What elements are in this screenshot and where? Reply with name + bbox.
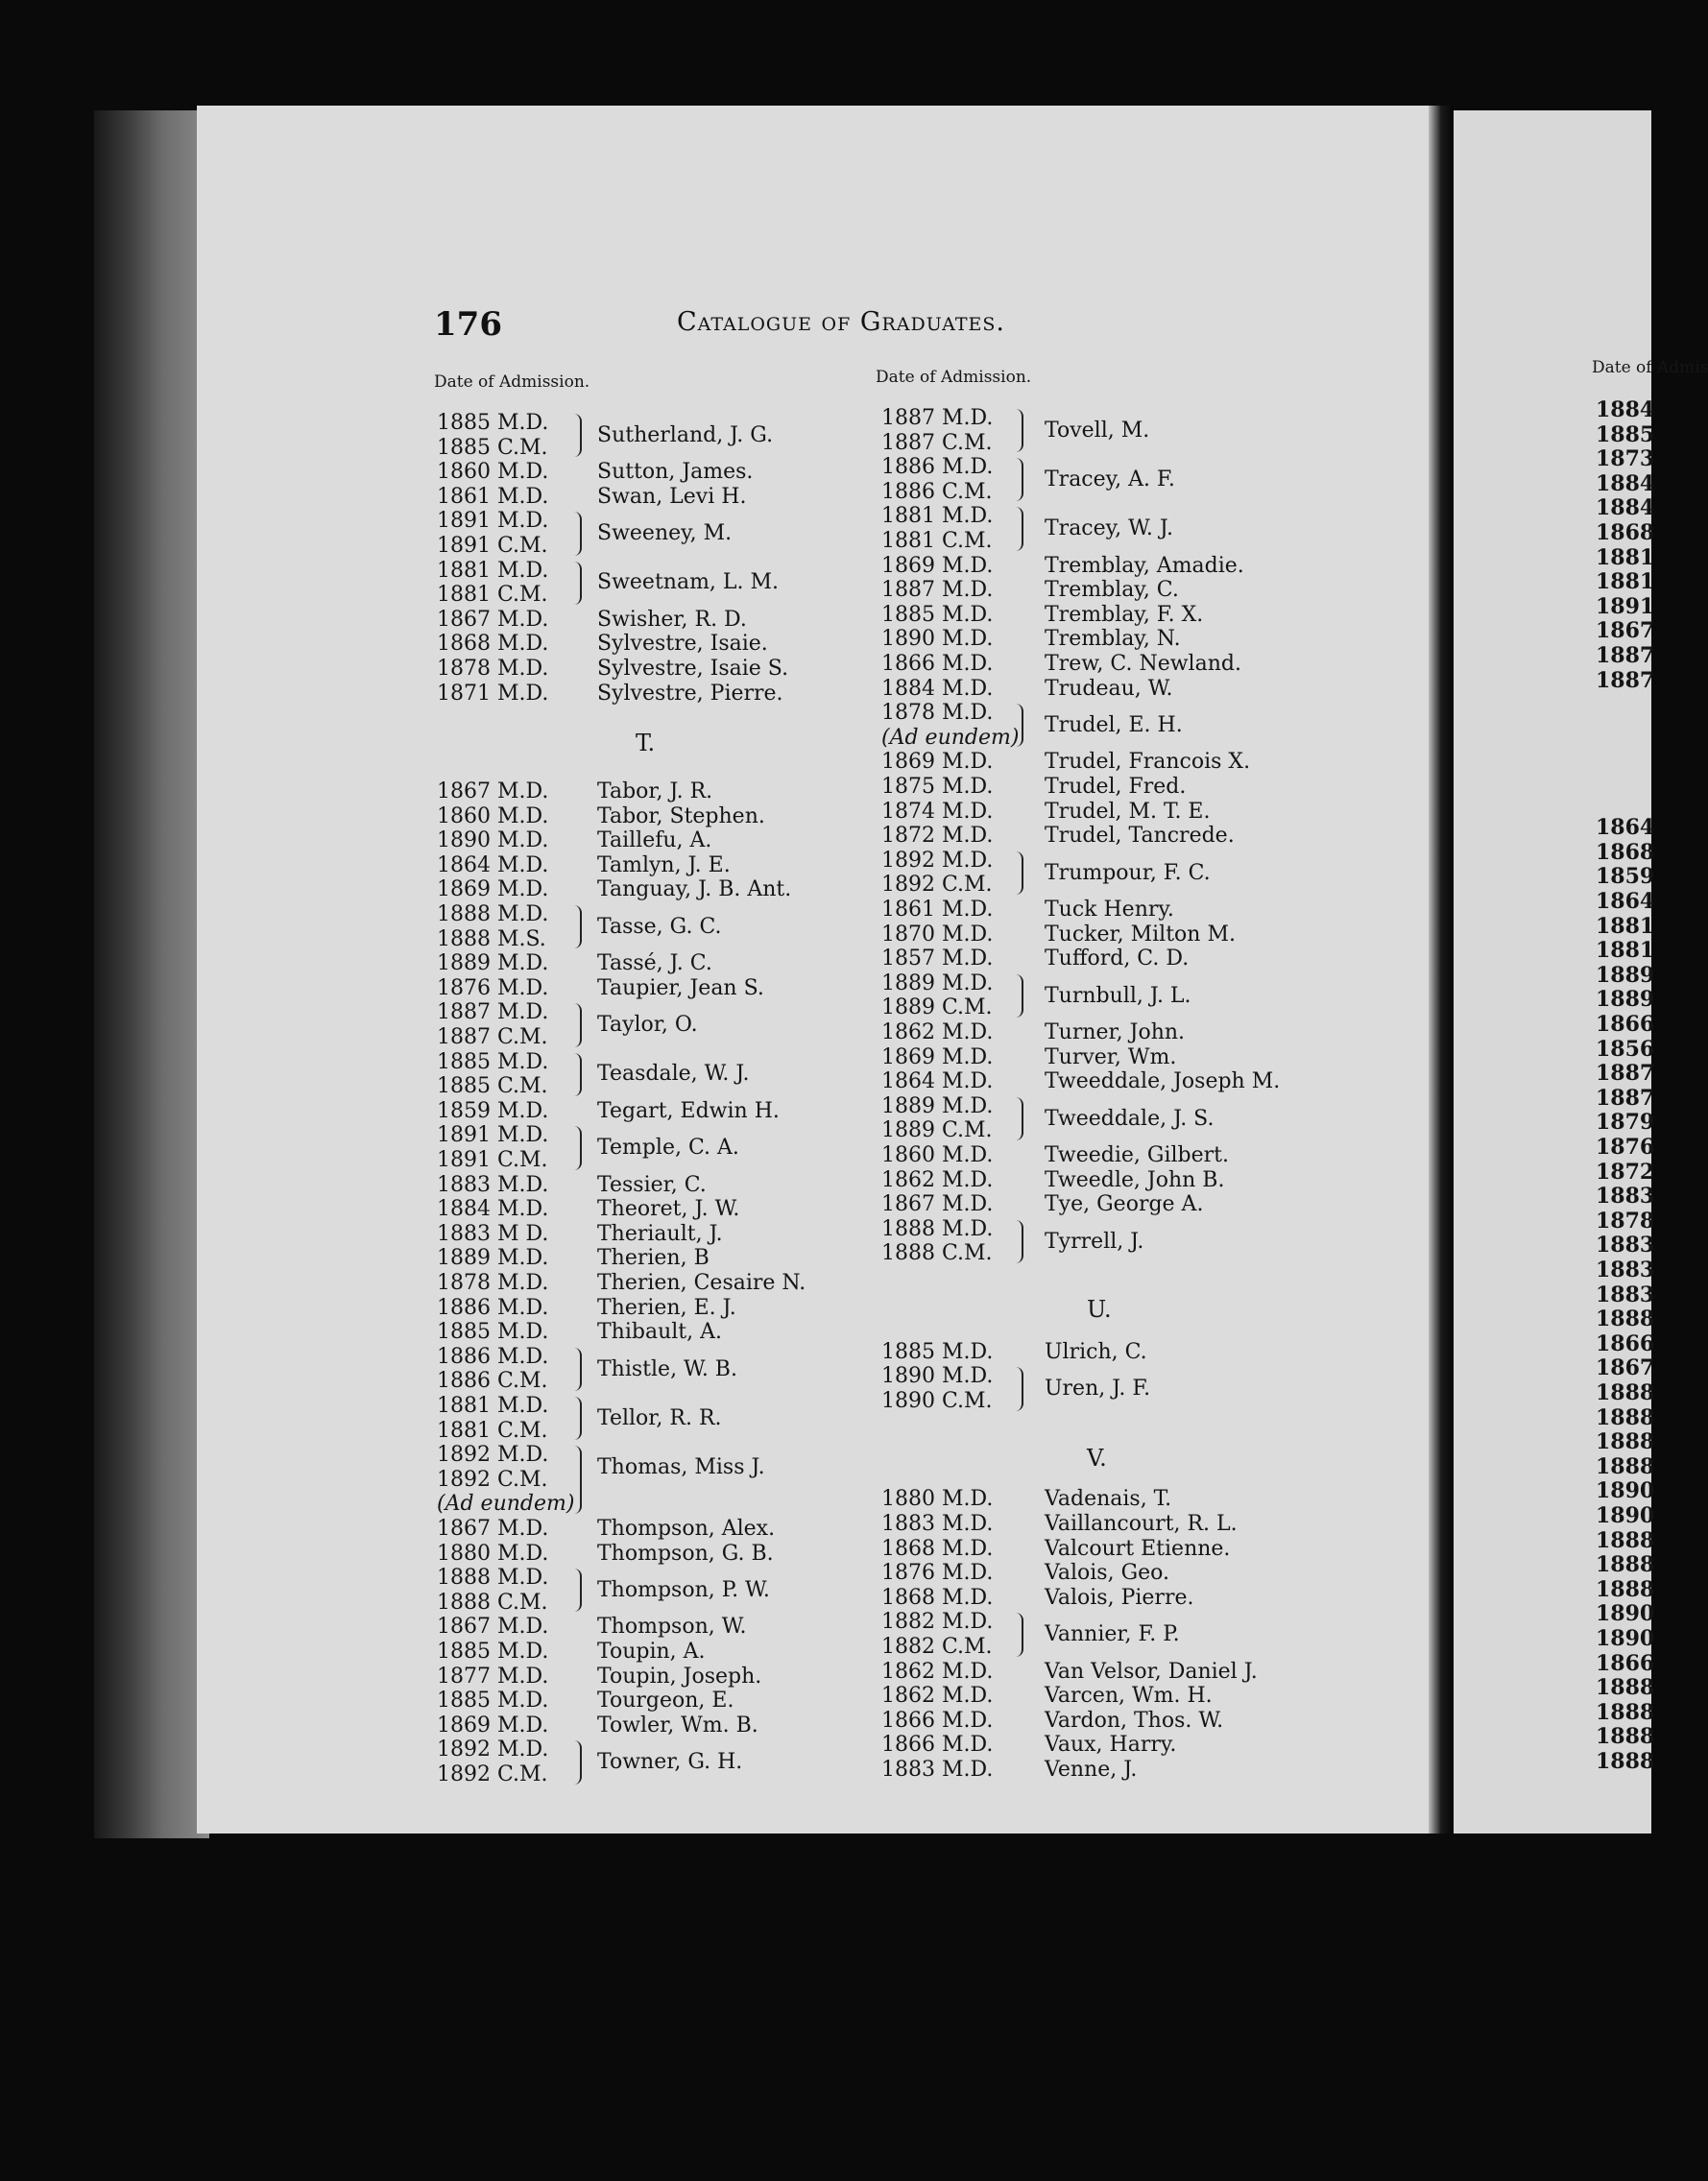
admission-date: 1889 M.D. xyxy=(881,1093,994,1118)
admission-date: 1886 M.D. xyxy=(437,1344,549,1369)
facing-page-year: 1887 xyxy=(1596,643,1655,668)
facing-page-year: 1888 xyxy=(1596,1527,1655,1553)
grouping-brace xyxy=(1016,1613,1023,1656)
facing-page-year: 1879 xyxy=(1596,1110,1655,1136)
admission-date: 1869 M.D. xyxy=(437,1713,549,1738)
facing-page-year: 1888 xyxy=(1596,1404,1655,1430)
graduate-name: Tellor, R. R. xyxy=(597,1405,722,1430)
admission-date: 1886 C.M. xyxy=(881,479,993,504)
admission-date: 1883 M.D. xyxy=(437,1172,549,1197)
facing-page-year: 1890 xyxy=(1596,1601,1655,1627)
graduate-name: Tremblay, Amadie. xyxy=(1045,553,1244,578)
admission-date: 1888 M.D. xyxy=(881,1216,994,1241)
admission-date: 1885 C.M. xyxy=(437,435,548,460)
right-column-header: Date of Admission. xyxy=(876,368,1032,387)
admission-date: 1890 M.D. xyxy=(881,1364,994,1389)
facing-page-year: 1888 xyxy=(1596,1380,1655,1405)
admission-date: 1891 C.M. xyxy=(437,1148,548,1172)
graduate-name: Thistle, W. B. xyxy=(597,1356,737,1381)
graduate-name: Thompson, Alex. xyxy=(597,1517,776,1541)
admission-date: 1885 M.D. xyxy=(437,1320,549,1345)
graduate-name: Valcourt Etienne. xyxy=(1045,1536,1231,1561)
facing-page-year: 1872 xyxy=(1596,1159,1655,1185)
facing-page-year: 1883 xyxy=(1596,1184,1655,1210)
admission-date: 1886 M.D. xyxy=(881,455,994,480)
graduate-name: Trudeau, W. xyxy=(1045,676,1173,701)
graduate-name: Tabor, J. R. xyxy=(597,779,713,803)
grouping-brace xyxy=(574,1126,582,1169)
admission-date: 1882 M.D. xyxy=(881,1610,994,1635)
admission-date: 1878 M.D. xyxy=(437,657,549,681)
graduate-name: Ulrich, C. xyxy=(1045,1339,1147,1364)
admission-date: 1888 C.M. xyxy=(437,1590,548,1615)
facing-page-year: 1867 xyxy=(1596,618,1655,644)
graduate-name: Theriault, J. xyxy=(597,1221,723,1246)
graduate-name: Therien, B xyxy=(597,1246,710,1271)
graduate-name: Toupin, Joseph. xyxy=(597,1664,762,1689)
graduate-name: Tegart, Edwin H. xyxy=(597,1098,780,1123)
graduate-name: Tweeddale, J. S. xyxy=(1045,1106,1215,1131)
admission-date: 1892 M.D. xyxy=(437,1443,549,1468)
facing-page-year: 1890 xyxy=(1596,1478,1655,1504)
graduate-name: Tracey, W. J. xyxy=(1045,516,1173,541)
facing-page-year: 1868 xyxy=(1596,839,1655,865)
admission-date: 1891 M.D. xyxy=(437,509,549,534)
graduate-name: Sylvestre, Pierre. xyxy=(597,681,783,706)
admission-date: 1872 M.D. xyxy=(881,824,994,849)
grouping-brace xyxy=(1016,458,1023,501)
grouping-brace xyxy=(574,1569,582,1612)
admission-date: 1882 C.M. xyxy=(881,1635,993,1659)
facing-page-year: 1888 xyxy=(1596,1453,1655,1479)
admission-date: 1866 M.D. xyxy=(881,652,994,676)
admission-date: 1862 M.D. xyxy=(881,1684,994,1709)
grouping-brace xyxy=(574,1397,582,1440)
admission-date: 1889 M.D. xyxy=(881,971,994,995)
admission-date: 1886 M.D. xyxy=(437,1295,549,1320)
graduate-name: Varcen, Wm. H. xyxy=(1045,1684,1213,1709)
facing-page-year: 1866 xyxy=(1596,1012,1655,1037)
admission-date: 1868 M.D. xyxy=(881,1585,994,1610)
admission-date: 1881 M.D. xyxy=(881,504,994,529)
graduate-name: Swisher, R. D. xyxy=(597,607,747,632)
graduate-name: Tessier, C. xyxy=(597,1172,707,1197)
admission-date: 1887 M.D. xyxy=(881,406,994,430)
facing-page-year: 1888 xyxy=(1596,1429,1655,1455)
admission-date: 1864 M.D. xyxy=(437,852,549,877)
grouping-brace xyxy=(574,1348,582,1391)
facing-page-year: 1889 xyxy=(1596,987,1655,1013)
graduate-name: Tuck Henry. xyxy=(1045,898,1174,922)
graduate-name: Toupin, A. xyxy=(597,1640,706,1664)
facing-page-year: 1888 xyxy=(1596,1724,1655,1750)
admission-date: 1888 M.D. xyxy=(437,902,549,926)
graduate-name: Towner, G. H. xyxy=(597,1750,743,1775)
admission-date: 1885 M.D. xyxy=(437,1689,549,1714)
admission-date: 1890 M.D. xyxy=(881,627,994,652)
facing-page-year: 1888 xyxy=(1596,1675,1655,1701)
admission-date: 1867 M.D. xyxy=(437,607,549,632)
admission-date: 1869 M.D. xyxy=(881,750,994,775)
admission-date: 1861 M.D. xyxy=(437,484,549,509)
admission-date: 1890 M.D. xyxy=(437,828,549,853)
facing-page-year: 1883 xyxy=(1596,1258,1655,1282)
facing-page-year: 1881 xyxy=(1596,938,1655,964)
admission-date: 1866 M.D. xyxy=(881,1708,994,1733)
graduate-name: Trudel, M. T. E. xyxy=(1045,799,1211,824)
facing-page-year: 1859 xyxy=(1596,864,1655,890)
facing-page-year: 1876 xyxy=(1596,1135,1655,1160)
admission-date: 1869 M.D. xyxy=(437,877,549,902)
graduate-name: Towler, Wm. B. xyxy=(597,1713,758,1738)
facing-page-year: 1881 xyxy=(1596,544,1655,570)
facing-page-year: 1866 xyxy=(1596,1650,1655,1676)
facing-page-year: 1878 xyxy=(1596,1208,1655,1234)
admission-date: 1888 C.M. xyxy=(881,1241,993,1266)
admission-date: 1878 M.D. xyxy=(437,1271,549,1295)
facing-page-year: 1866 xyxy=(1596,1330,1655,1356)
admission-date: 1880 M.D. xyxy=(881,1487,994,1512)
grouping-brace xyxy=(574,1003,582,1046)
graduate-name: Trumpour, F. C. xyxy=(1045,860,1211,885)
admission-date: 1881 M.D. xyxy=(437,558,549,583)
graduate-name: Vadenais, T. xyxy=(1045,1487,1172,1512)
facing-page-year: 1881 xyxy=(1596,569,1655,595)
graduate-name: Tucker, Milton M. xyxy=(1045,922,1236,947)
admission-date: 1883 M D. xyxy=(437,1221,549,1246)
admission-date: 1867 M.D. xyxy=(437,1517,549,1541)
graduate-name: Vaux, Harry. xyxy=(1045,1733,1177,1758)
facing-page-fragment xyxy=(1454,110,1708,1833)
graduate-name: Sylvestre, Isaie S. xyxy=(597,657,789,681)
graduate-name: Tyrrell, J. xyxy=(1045,1229,1144,1254)
facing-page-year: 1887 xyxy=(1596,1061,1655,1087)
facing-page-year: 1888 xyxy=(1596,1306,1655,1332)
admission-date: 1875 M.D. xyxy=(881,775,994,799)
graduate-name: Sylvestre, Isaie. xyxy=(597,632,768,657)
graduate-name: Sweeney, M. xyxy=(597,521,733,546)
facing-page-year: 1884 xyxy=(1596,470,1655,496)
facing-page-year: 1888 xyxy=(1596,1699,1655,1725)
admission-date: 1889 C.M. xyxy=(881,1118,993,1143)
grouping-brace xyxy=(574,562,582,605)
left-column-header: Date of Admission. xyxy=(434,372,590,392)
admission-date: 1860 M.D. xyxy=(437,460,549,485)
admission-date: 1869 M.D. xyxy=(881,553,994,578)
facing-page-year: 1890 xyxy=(1596,1503,1655,1528)
facing-page-header: Date of Admis xyxy=(1592,358,1708,377)
book-page xyxy=(197,106,1440,1833)
graduate-name: Temple, C. A. xyxy=(597,1136,739,1161)
graduate-name: Tanguay, J. B. Ant. xyxy=(597,877,792,902)
admission-date: 1874 M.D. xyxy=(881,799,994,824)
facing-page-year: 1884 xyxy=(1596,397,1655,422)
facing-page-year: 1888 xyxy=(1596,1576,1655,1602)
graduate-name: Taillefu, A. xyxy=(597,828,712,853)
admission-date: 1889 C.M. xyxy=(881,995,993,1020)
grouping-brace xyxy=(1016,507,1023,550)
admission-date: 1885 C.M. xyxy=(437,1074,548,1099)
admission-date: 1876 M.D. xyxy=(881,1561,994,1586)
facing-page-year: 1890 xyxy=(1596,1626,1655,1651)
admission-date: 1862 M.D. xyxy=(881,1020,994,1044)
graduate-name: Uren, J. F. xyxy=(1045,1377,1151,1402)
admission-date: 1888 M.S. xyxy=(437,926,546,951)
section-letter-t: T. xyxy=(636,730,656,756)
book-spine-edge xyxy=(94,110,209,1838)
grouping-brace xyxy=(1016,704,1023,747)
admission-date: 1866 M.D. xyxy=(881,1733,994,1758)
admission-date: 1880 M.D. xyxy=(437,1541,549,1566)
grouping-brace xyxy=(574,1053,582,1096)
grouping-brace xyxy=(1016,974,1023,1018)
admission-date: 1887 C.M. xyxy=(437,1025,548,1049)
grouping-brace xyxy=(574,1446,582,1514)
admission-date: 1885 M.D. xyxy=(881,1339,994,1364)
graduate-name: Sutherland, J. G. xyxy=(597,422,774,447)
grouping-brace xyxy=(1016,1367,1023,1410)
graduate-name: Therien, Cesaire N. xyxy=(597,1271,806,1295)
admission-date: 1862 M.D. xyxy=(881,1167,994,1192)
facing-page-year: 1883 xyxy=(1596,1282,1655,1307)
admission-date: 1867 M.D. xyxy=(437,779,549,803)
admission-date: 1891 C.M. xyxy=(437,534,548,558)
admission-date: 1864 M.D. xyxy=(881,1069,994,1094)
admission-date: 1890 C.M. xyxy=(881,1389,993,1413)
admission-date: 1892 C.M. xyxy=(437,1762,548,1786)
graduate-name: Thompson, W. xyxy=(597,1615,747,1640)
admission-date: 1871 M.D. xyxy=(437,681,549,706)
graduate-name: Trudel, E. H. xyxy=(1045,713,1183,737)
admission-date: 1885 M.D. xyxy=(437,1049,549,1074)
admission-date: 1885 M.D. xyxy=(437,411,549,435)
facing-page-year: 1884 xyxy=(1596,495,1655,521)
admission-date: 1881 C.M. xyxy=(881,529,993,553)
admission-date: 1888 M.D. xyxy=(437,1566,549,1591)
admission-date: 1886 C.M. xyxy=(437,1369,548,1394)
admission-date: 1861 M.D. xyxy=(881,898,994,922)
admission-date: 1859 M.D. xyxy=(437,1098,549,1123)
graduate-name: Tufford, C. D. xyxy=(1045,947,1190,971)
graduate-name: Tamlyn, J. E. xyxy=(597,852,731,877)
graduate-name: Turnbull, J. L. xyxy=(1045,983,1191,1008)
admission-date: 1883 M.D. xyxy=(881,1512,994,1536)
admission-date: 1868 M.D. xyxy=(437,632,549,657)
graduate-name: Tremblay, C. xyxy=(1045,578,1179,603)
grouping-brace xyxy=(574,512,582,555)
graduate-name: Teasdale, W. J. xyxy=(597,1062,750,1087)
facing-page-year: 1887 xyxy=(1596,1085,1655,1111)
graduate-name: Trudel, Fred. xyxy=(1045,775,1187,799)
graduate-name: Trew, C. Newland. xyxy=(1045,652,1241,676)
admission-date: 1868 M.D. xyxy=(881,1536,994,1561)
admission-date: 1857 M.D. xyxy=(881,947,994,971)
grouping-brace xyxy=(574,1740,582,1784)
graduate-name: Tye, George A. xyxy=(1045,1192,1204,1217)
admission-date: 1892 M.D. xyxy=(881,848,994,873)
facing-page-year: 1873 xyxy=(1596,446,1655,472)
admission-date: 1892 C.M. xyxy=(437,1467,548,1492)
admission-date: 1867 M.D. xyxy=(881,1192,994,1217)
admission-date: 1881 M.D. xyxy=(437,1394,549,1418)
admission-date: 1876 M.D. xyxy=(437,975,549,1000)
graduate-name: Sweetnam, L. M. xyxy=(597,570,780,595)
admission-date: 1892 C.M. xyxy=(881,873,993,898)
admission-date: 1883 M.D. xyxy=(881,1758,994,1782)
graduate-name: Trudel, Tancrede. xyxy=(1045,824,1235,849)
admission-date: 1889 M.D. xyxy=(437,1246,549,1271)
admission-date: 1885 M.D. xyxy=(881,602,994,627)
graduate-name: Thibault, A. xyxy=(597,1320,722,1345)
admission-date: 1887 C.M. xyxy=(881,430,993,455)
admission-date: 1891 M.D. xyxy=(437,1123,549,1148)
graduate-name: Vaillancourt, R. L. xyxy=(1045,1512,1238,1536)
facing-page-year: 1856 xyxy=(1596,1036,1655,1062)
grouping-brace xyxy=(1016,1220,1023,1263)
admission-date: 1892 M.D. xyxy=(437,1738,549,1762)
admission-date: 1860 M.D. xyxy=(437,803,549,828)
facing-page-year: 1883 xyxy=(1596,1233,1655,1258)
admission-date: 1878 M.D. xyxy=(881,701,994,726)
admission-date: (Ad eundem) xyxy=(437,1492,575,1517)
graduate-name: Turver, Wm. xyxy=(1045,1044,1177,1069)
admission-date: 1884 M.D. xyxy=(437,1197,549,1222)
graduate-name: Thompson, G. B. xyxy=(597,1541,774,1566)
facing-page-year: 1889 xyxy=(1596,962,1655,988)
facing-page-year: 1864 xyxy=(1596,815,1655,841)
graduate-name: Trudel, Francois X. xyxy=(1045,750,1251,775)
graduate-name: Turner, John. xyxy=(1045,1020,1186,1044)
graduate-name: Venne, J. xyxy=(1045,1758,1138,1782)
facing-page-year: 1864 xyxy=(1596,889,1655,914)
graduate-name: Taupier, Jean S. xyxy=(597,975,764,1000)
admission-date: 1860 M.D. xyxy=(881,1143,994,1167)
graduate-name: Tracey, A. F. xyxy=(1045,467,1175,491)
grouping-brace xyxy=(574,414,582,457)
admission-date: 1887 M.D. xyxy=(437,1000,549,1025)
graduate-name: Tassé, J. C. xyxy=(597,951,712,976)
graduate-name: Tovell, M. xyxy=(1045,418,1150,443)
facing-page-year: 1885 xyxy=(1596,421,1655,447)
graduate-name: Tremblay, F. X. xyxy=(1045,602,1204,627)
graduate-name: Vardon, Thos. W. xyxy=(1045,1708,1224,1733)
facing-page-year: 1887 xyxy=(1596,667,1655,693)
grouping-brace xyxy=(1016,851,1023,895)
graduate-name: Tweedie, Gilbert. xyxy=(1045,1143,1229,1167)
admission-date: 1869 M.D. xyxy=(881,1044,994,1069)
graduate-name: Tasse, G. C. xyxy=(597,914,722,939)
graduate-name: Tourgeon, E. xyxy=(597,1689,734,1714)
graduate-name: Sutton, James. xyxy=(597,460,754,485)
page-number: 176 xyxy=(434,305,502,344)
section-letter-v: V. xyxy=(1087,1445,1107,1472)
graduate-name: Van Velsor, Daniel J. xyxy=(1045,1659,1258,1684)
graduate-name: Tremblay, N. xyxy=(1045,627,1181,652)
graduate-name: Thomas, Miss J. xyxy=(597,1455,765,1479)
admission-date: 1887 M.D. xyxy=(881,578,994,603)
running-title: Catalogue of Graduates. xyxy=(677,307,1005,337)
admission-date: 1884 M.D. xyxy=(881,676,994,701)
facing-page-year: 1891 xyxy=(1596,593,1655,619)
section-letter-u: U. xyxy=(1087,1296,1112,1323)
graduate-name: Tabor, Stephen. xyxy=(597,803,765,828)
grouping-brace xyxy=(1016,409,1023,452)
grouping-brace xyxy=(574,905,582,948)
graduate-name: Swan, Levi H. xyxy=(597,484,747,509)
grouping-brace xyxy=(1016,1097,1023,1140)
graduate-name: Tweeddale, Joseph M. xyxy=(1045,1069,1281,1094)
facing-page-year: 1881 xyxy=(1596,913,1655,939)
facing-page-year: 1867 xyxy=(1596,1355,1655,1381)
graduate-name: Vannier, F. P. xyxy=(1045,1622,1180,1647)
admission-date: 1881 C.M. xyxy=(437,1418,548,1443)
admission-date: 1877 M.D. xyxy=(437,1664,549,1689)
admission-date: (Ad eundem) xyxy=(881,725,1020,750)
graduate-name: Therien, E. J. xyxy=(597,1295,736,1320)
graduate-name: Thompson, P. W. xyxy=(597,1578,770,1602)
graduate-name: Theoret, J. W. xyxy=(597,1197,740,1222)
graduate-name: Valois, Pierre. xyxy=(1045,1585,1194,1610)
graduate-name: Tweedle, John B. xyxy=(1045,1167,1225,1192)
admission-date: 1889 M.D. xyxy=(437,951,549,976)
graduate-name: Valois, Geo. xyxy=(1045,1561,1170,1586)
facing-page-year: 1868 xyxy=(1596,520,1655,545)
facing-page-year: 1888 xyxy=(1596,1552,1655,1578)
admission-date: 1870 M.D. xyxy=(881,922,994,947)
admission-date: 1885 M.D. xyxy=(437,1640,549,1664)
graduate-name: Taylor, O. xyxy=(597,1013,698,1038)
admission-date: 1862 M.D. xyxy=(881,1659,994,1684)
admission-date: 1867 M.D. xyxy=(437,1615,549,1640)
page-gutter xyxy=(1429,106,1454,1833)
facing-page-year: 1888 xyxy=(1596,1749,1655,1774)
admission-date: 1881 C.M. xyxy=(437,583,548,608)
